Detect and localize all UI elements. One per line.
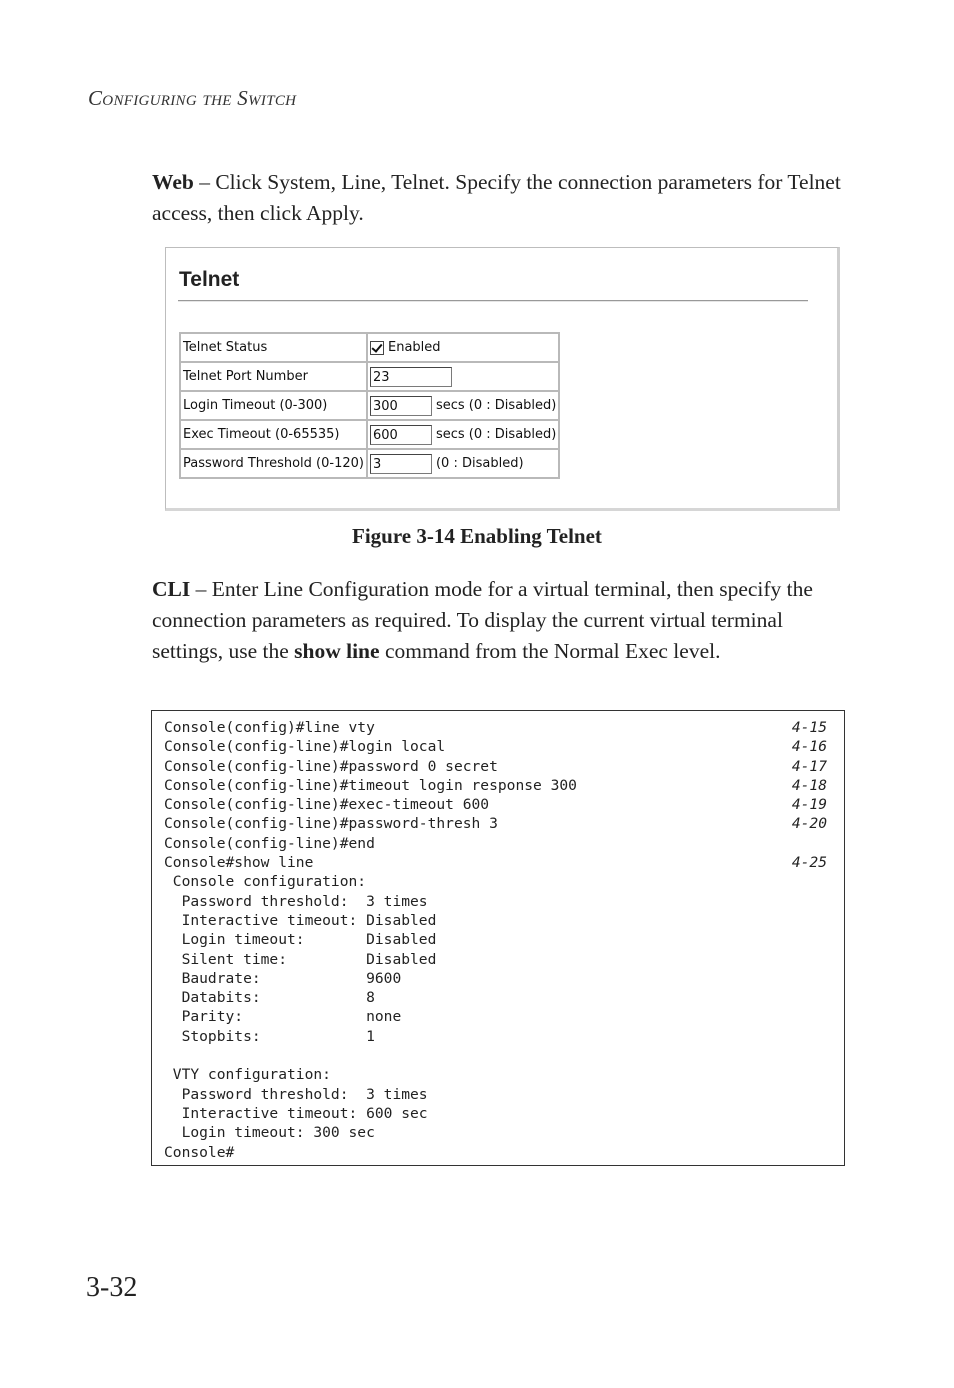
password-threshold-label: Password Threshold (0-120) (180, 449, 367, 478)
row-telnet-status (180, 333, 559, 362)
telnet-enabled-checkbox[interactable] (370, 341, 384, 355)
code-line (164, 1007, 832, 1026)
cli-code-block (151, 710, 845, 1166)
code-line (164, 834, 832, 853)
code-text: Password threshold: 3 times (164, 892, 428, 910)
code-line (164, 757, 832, 776)
row-login-timeout (180, 391, 559, 420)
code-text: Interactive timeout: Disabled (164, 911, 437, 929)
telnet-settings-table (179, 332, 560, 479)
exec-timeout-input[interactable]: 600 (370, 425, 432, 445)
code-text: Console(config-line)#exec-timeout 600 (164, 796, 490, 814)
code-line (164, 1065, 832, 1084)
login-timeout-unit: secs (0 : Disabled) (435, 398, 557, 413)
cli-text-1: – Enter Line Configuration mode for a virtual terminal, then specify the connection parameters as required. To display the current virtual terminal settings, use the (152, 577, 813, 663)
code-line (164, 1027, 832, 1046)
password-threshold-unit: (0 : Disabled) (435, 456, 524, 471)
code-line (164, 911, 832, 930)
code-line (164, 718, 832, 737)
code-ref: 4-17 (791, 757, 827, 775)
title-divider (178, 300, 808, 302)
row-password-threshold (180, 449, 559, 478)
cli-lead: CLI (152, 577, 191, 601)
code-ref: 4-16 (791, 738, 827, 756)
code-text: Silent time: Disabled (164, 950, 437, 968)
telnet-enabled-label: Enabled (387, 340, 441, 355)
cli-command: show line (294, 639, 380, 663)
code-text: Console#show line (164, 854, 314, 872)
cli-text-2: command from the Normal Exec level. (379, 639, 721, 663)
code-line (164, 892, 832, 911)
running-head: Configuring the Switch (88, 86, 297, 110)
code-text: Console# (164, 1143, 235, 1161)
web-text: – Click System, Line, Telnet. Specify the connection parameters for Telnet access, then click Apply. (152, 170, 841, 225)
code-text: Console configuration: (164, 873, 367, 891)
code-text: Databits: 8 (164, 989, 375, 1007)
code-line (164, 969, 832, 988)
telnet-screenshot (165, 247, 840, 511)
login-timeout-label: Login Timeout (0-300) (180, 391, 367, 420)
code-line (164, 1123, 832, 1142)
code-line (164, 1143, 832, 1162)
code-line (164, 795, 832, 814)
code-line (164, 950, 832, 969)
code-text: Console(config-line)#login local (164, 738, 446, 756)
code-line (164, 737, 832, 756)
password-threshold-input[interactable]: 3 (370, 454, 432, 474)
code-line (164, 988, 832, 1007)
code-text: Login timeout: Disabled (164, 931, 437, 949)
telnet-panel-title: Telnet (179, 268, 240, 291)
code-text: Password threshold: 3 times (164, 1085, 428, 1103)
code-text: Parity: none (164, 1008, 402, 1026)
web-lead: Web (152, 170, 194, 194)
row-exec-timeout (180, 420, 559, 449)
code-ref: 4-25 (791, 854, 827, 872)
exec-timeout-unit: secs (0 : Disabled) (435, 427, 557, 442)
code-text: Console(config-line)#password-thresh 3 (164, 815, 498, 833)
login-timeout-input[interactable]: 300 (370, 396, 432, 416)
code-line (164, 814, 832, 833)
exec-timeout-label: Exec Timeout (0-65535) (180, 420, 367, 449)
code-text: Login timeout: 300 sec (164, 1124, 375, 1142)
code-ref: 4-20 (791, 815, 827, 833)
code-text: Console(config-line)#timeout login response 300 (164, 776, 577, 794)
row-telnet-port (180, 362, 559, 391)
code-line (164, 853, 832, 872)
code-ref: 4-19 (791, 796, 827, 814)
telnet-status-label: Telnet Status (180, 333, 367, 362)
telnet-port-input[interactable]: 23 (370, 367, 452, 387)
figure-caption: Figure 3-14 Enabling Telnet (352, 524, 602, 548)
code-line (164, 776, 832, 795)
code-ref: 4-18 (791, 776, 827, 794)
code-line (164, 872, 832, 891)
page-number: 3-32 (86, 1272, 138, 1303)
code-text: Console(config-line)#password 0 secret (164, 757, 498, 775)
code-text: Baudrate: 9600 (164, 969, 402, 987)
code-line (164, 1046, 832, 1065)
code-line (164, 1104, 832, 1123)
code-text: Console(config)#line vty (164, 719, 375, 736)
code-text: Interactive timeout: 600 sec (164, 1104, 428, 1122)
code-text: VTY configuration: (164, 1066, 331, 1084)
code-line (164, 930, 832, 949)
web-instructions (152, 167, 842, 229)
code-text: Console(config-line)#end (164, 834, 375, 852)
cli-instructions (152, 574, 842, 667)
code-text: Stopbits: 1 (164, 1027, 375, 1045)
telnet-port-label: Telnet Port Number (180, 362, 367, 391)
code-line (164, 1085, 832, 1104)
code-ref: 4-15 (791, 719, 827, 736)
